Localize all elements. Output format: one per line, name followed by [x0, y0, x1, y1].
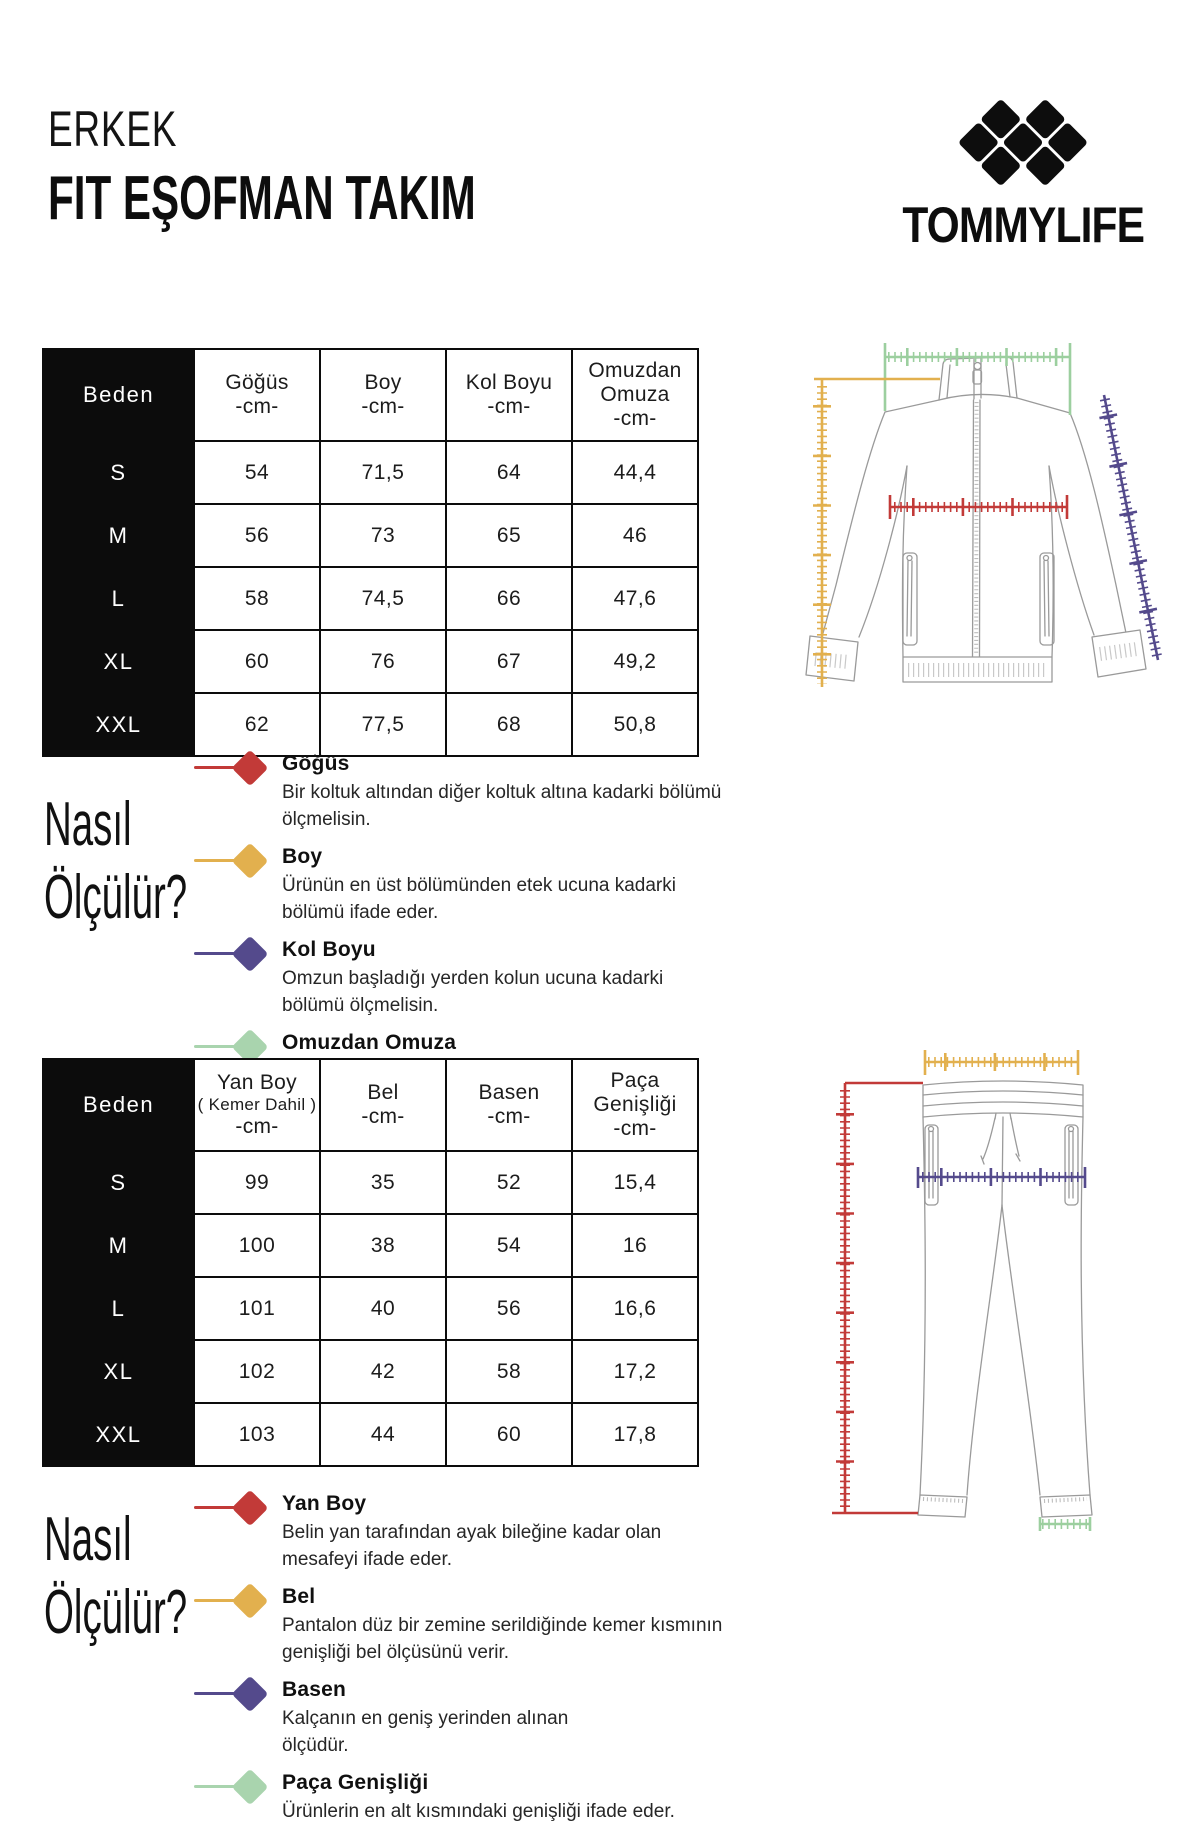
- table-row: M 56 73 65 46: [43, 504, 698, 567]
- legend-item-chest: [180, 752, 740, 834]
- chest-ruler: [890, 495, 1067, 519]
- length-column-header: Boy -cm-: [320, 349, 446, 441]
- jacket-diagram: [700, 285, 1160, 710]
- sleeve-diamond-icon: [180, 939, 282, 969]
- how-to-measure-title: Nasıl Ölçülür?: [44, 790, 188, 933]
- page-title: [48, 101, 677, 233]
- pants-measure-legend: [180, 1492, 740, 1837]
- sleeve-column-header: Kol Boyu -cm-: [446, 349, 572, 441]
- jacket-table-header-row: [43, 349, 698, 441]
- legend-label: Paça Genişliği: [282, 1770, 429, 1794]
- jacket-measure-legend: [180, 752, 740, 1097]
- brand-block: [868, 92, 1178, 254]
- legend-desc: Ürünlerin en alt kısmındaki genişliği ifade eder.: [282, 1800, 675, 1822]
- table-row: S 99 35 52 15,4: [43, 1151, 698, 1214]
- table-row: XL 102 42 58 17,2: [43, 1340, 698, 1403]
- waist-diamond-icon: [180, 1586, 282, 1616]
- legend-desc: Bir koltuk altından diğer koltuk altına kadarki bölümü ölçmelisin.: [282, 782, 722, 830]
- legend-label: Basen: [282, 1677, 347, 1701]
- table-row: S 54 71,5 64 44,4: [43, 441, 698, 504]
- legend-item-side-length: [180, 1492, 740, 1574]
- hip-diamond-icon: [180, 1679, 282, 1709]
- hip-ruler: [918, 1167, 1085, 1188]
- leg-opening-diamond-icon: [180, 1772, 282, 1802]
- leg-opening-column-header: Paça Genişliği -cm-: [572, 1059, 698, 1151]
- brand-name: TOMMYLIFE: [902, 197, 1144, 253]
- pants-size-table: [42, 1058, 699, 1467]
- product-title: FIT EŞOFMAN TAKIM: [48, 164, 476, 233]
- side-length-ruler: [832, 1083, 923, 1513]
- shoulder-column-header: Omuzdan Omuza -cm-: [572, 349, 698, 441]
- legend-desc: Pantalon düz bir zemine serildiğinde kemer kısmının genişliği bel ölçüsünü verir.: [282, 1614, 723, 1663]
- legend-desc: Belin yan tarafından ayak bileğine kadar olan mesafeyi ifade eder.: [282, 1522, 662, 1570]
- legend-label: Bel: [282, 1584, 316, 1608]
- legend-label: Kol Boyu: [282, 937, 376, 961]
- table-row: XL 60 76 67 49,2: [43, 630, 698, 693]
- legend-item-length: [180, 845, 740, 927]
- how-to-measure-title: Nasıl Ölçülür?: [44, 1505, 188, 1648]
- legend-item-leg-opening: [180, 1771, 740, 1826]
- chest-column-header: Göğüs -cm-: [194, 349, 320, 441]
- side-length-diamond-icon: [180, 1493, 282, 1523]
- legend-desc: Ürünün en üst bölümünden etek ucuna kadarki bölümü ifade eder.: [282, 874, 676, 923]
- legend-label: Göğüs: [282, 752, 350, 775]
- pants-cuffs: [918, 1495, 1092, 1517]
- table-row: L 58 74,5 66 47,6: [43, 567, 698, 630]
- length-diamond-icon: [180, 846, 282, 876]
- legend-desc: Kalçanın en geniş yerinden alınan ölçüdür.: [282, 1707, 569, 1756]
- size-column-header: Beden: [43, 349, 194, 441]
- legend-item-hip: [180, 1678, 740, 1760]
- legend-item-waist: [180, 1585, 740, 1667]
- pants-outline: [920, 1081, 1090, 1495]
- brand-logo-icon: [952, 92, 1094, 193]
- legend-label: Yan Boy: [282, 1492, 367, 1515]
- pants-table-header-row: [43, 1059, 698, 1151]
- waist-ruler: [925, 1050, 1078, 1075]
- waist-column-header: Bel -cm-: [320, 1059, 446, 1151]
- legend-desc: Omzun başladığı yerden kolun ucuna kadarki bölümü ölçmelisin.: [282, 967, 664, 1016]
- table-row: XXL 103 44 60 17,8: [43, 1403, 698, 1466]
- jacket-size-table: [42, 348, 699, 757]
- legend-label: Boy: [282, 844, 323, 868]
- legend-label: Omuzdan Omuza: [282, 1030, 457, 1054]
- pants-diagram: [712, 1018, 1177, 1533]
- sleeve-ruler: [1104, 395, 1158, 660]
- hip-column-header: Basen -cm-: [446, 1059, 572, 1151]
- table-row: M 100 38 54 16: [43, 1214, 698, 1277]
- table-row: L 101 40 56 16,6: [43, 1277, 698, 1340]
- legend-item-sleeve: [180, 938, 740, 1020]
- side-length-column-header: Yan Boy ( Kemer Dahil ) -cm-: [194, 1059, 320, 1151]
- chest-diamond-icon: [180, 753, 282, 783]
- size-column-header: Beden: [43, 1059, 194, 1151]
- category-title: ERKEK: [48, 101, 178, 157]
- leg-opening-ruler: [1040, 1517, 1090, 1531]
- jacket-cuffs-hem: [806, 402, 1146, 682]
- table-row: XXL 62 77,5 68 50,8: [43, 693, 698, 756]
